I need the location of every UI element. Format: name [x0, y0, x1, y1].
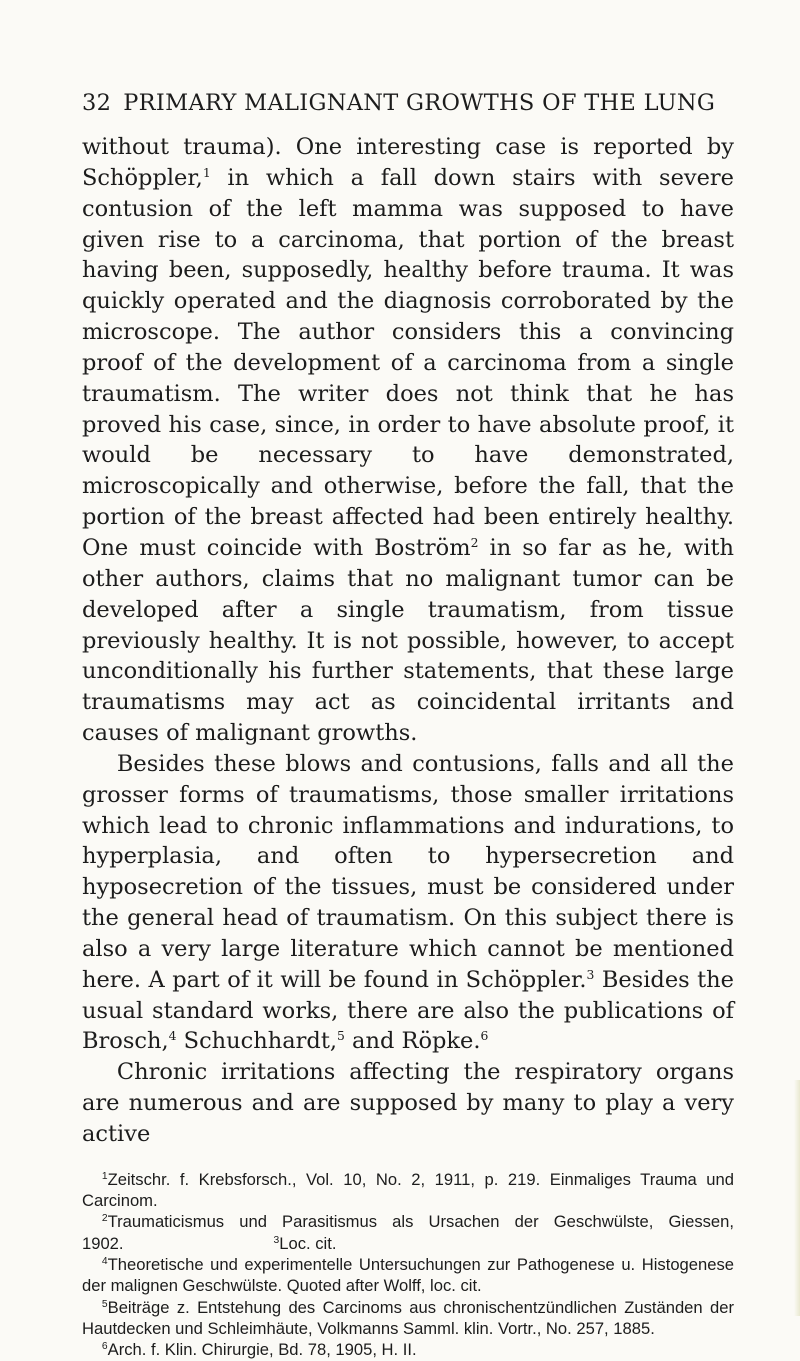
- footnote-mark: 6: [101, 1341, 108, 1353]
- footnote-mark: 2: [101, 1213, 108, 1225]
- footnote-mark: 3: [273, 1234, 280, 1246]
- footnote-text: Loc. cit.: [279, 1233, 337, 1253]
- footnote-text: Traumaticismus und Parasitismus als Ursachen der Geschwülste, Giessen, 1902.: [82, 1212, 734, 1253]
- footnote-6: [82, 1339, 734, 1360]
- footnote-5: [82, 1297, 734, 1340]
- book-page: [82, 90, 734, 1361]
- footnotes: [82, 1169, 734, 1361]
- footnote-ref-4: 4: [168, 1029, 177, 1044]
- paragraph-1: [82, 132, 734, 749]
- footnote-4: [82, 1254, 734, 1297]
- footnote-text: Theoretische und experimentelle Untersuchungen zur Pathogenese u. Histogenese der malignen Geschwülste. Quoted after Wolff, loc. cit.: [82, 1255, 734, 1296]
- footnote-text: Arch. f. Klin. Chirurgie, Bd. 78, 1905, H. II.: [107, 1340, 417, 1360]
- paragraph-3: [82, 1057, 734, 1150]
- text-run: in so far as he, with other authors, claims that no malignant tumor can be developed after a single traumatism, from tissue previously healthy. It is not possible, however, to accept unconditionally his further statements, that these large traumatisms may act as coincidental irritants and causes of malignant growths.: [82, 534, 734, 747]
- footnote-ref-6: 6: [480, 1029, 489, 1044]
- running-title: PRIMARY MALIGNANT GROWTHS OF THE LUNG: [123, 90, 716, 116]
- running-head: [82, 90, 734, 116]
- footnote-mark: 1: [101, 1170, 108, 1182]
- footnote-ref-1: 1: [202, 165, 211, 180]
- footnote-3: [274, 1234, 337, 1253]
- text-run: Besides these blows and contusions, falls and all the grosser forms of traumatisms, those smaller irritations which lead to chronic inflammations and indurations, to hyperplasia, and often to hypersecretion and hyposecretion of the tissues, must be considered under the general head of traumatism. On this subject there is also a very large literature which cannot be mentioned here. A part of it will be found in Schöppler.: [82, 750, 734, 993]
- footnote-text: Zeitschr. f. Krebsforsch., Vol. 10, No. 2, 1911, p. 219. Einmaliges Trauma und Carcinom.: [82, 1169, 734, 1211]
- footnote-2: [82, 1211, 734, 1254]
- footnote-ref-2: 2: [470, 535, 479, 550]
- text-run: without trauma). One interesting case is reported by Schöppler,: [82, 134, 734, 191]
- footnote-text: Beiträge z. Entstehung des Carcinoms aus chronischentzündlichen Zuständen der Hautdecken und Schleimhäute, Volkmanns Samml. klin. Vortr., No. 257, 1885.: [82, 1297, 734, 1338]
- page-number: 32: [82, 90, 112, 116]
- text-run: Besides the usual standard works, there are also the publications of Brosch,: [82, 966, 734, 1055]
- footnote-ref-5: 5: [337, 1029, 345, 1044]
- text-run: Schuchhardt,: [176, 1028, 338, 1055]
- footnote-1: [82, 1169, 734, 1212]
- footnote-mark: 4: [101, 1255, 108, 1267]
- footnote-ref-3: 3: [586, 967, 595, 982]
- text-run: and Röpke.: [344, 1028, 481, 1055]
- body-text: [82, 132, 734, 1150]
- paragraph-2: [82, 749, 734, 1057]
- text-run: in which a fall down stairs with severe contusion of the left mamma was supposed to have given rise to a carcinoma, that portion of the breast having been, supposedly, healthy before trauma. It was quickly operated and the diagnosis corroborated by the microscope. The author considers this a convincing proof of the development of a carcinoma from a single traumatism. The writer does not think that he has proved his case, since, in order to have absolute proof, it would be necessary to have demonstrated, microscopically and otherwise, before the fall, that the portion of the breast affected had been entirely healthy. One must coincide with Boström: [82, 164, 734, 561]
- page-edge-shading: [794, 1080, 800, 1316]
- text-run: Chronic irritations affecting the respiratory organs are numerous and are supposed by many to play a very active: [82, 1059, 734, 1147]
- footnote-mark: 5: [101, 1298, 108, 1310]
